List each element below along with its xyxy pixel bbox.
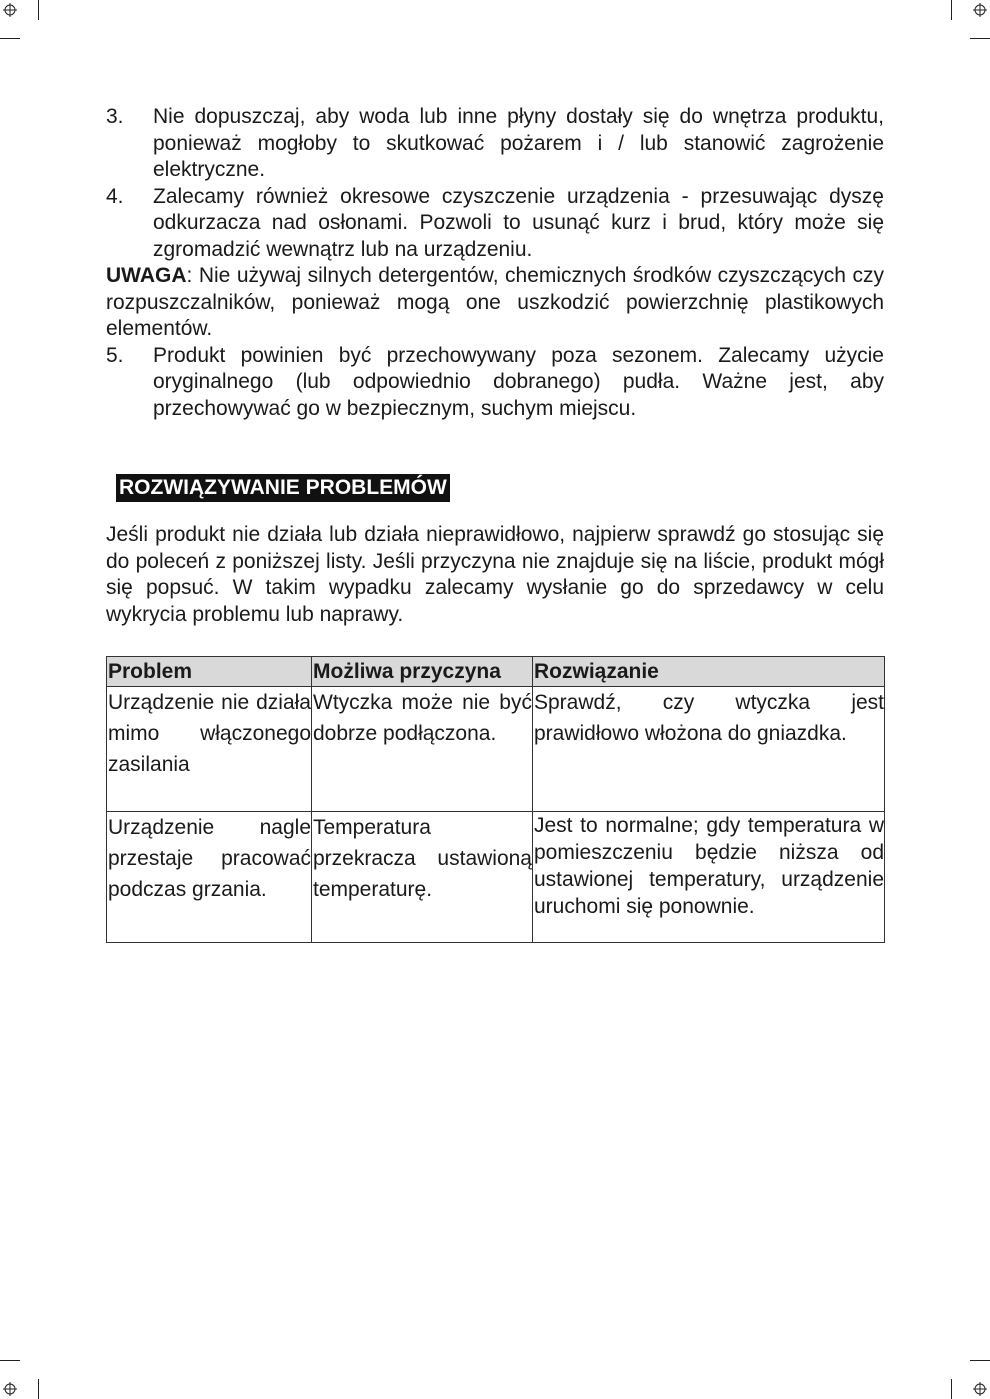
troubleshooting-table [106,656,885,943]
column-header-solution: Rozwiązanie [533,657,885,687]
warning-label: UWAGA [106,264,187,287]
column-header-problem: Problem [107,657,312,687]
crop-mark [951,1379,952,1399]
list-item-number: 3. [106,105,124,128]
table-header-row [107,657,885,687]
list-item-text: Zalecamy również okresowe czyszczenie urządzenia - przesuwając dyszę odkurzacza nad osłonami. Pozwoli to usunąć kurz i brud, który może się zgromadzić wewnątrz lub na urządzeniu. [153,184,884,261]
cell-cause: Temperatura przekracza ustawioną temperaturę. [312,812,533,943]
list-item [106,104,884,184]
list-item-text: Nie dopuszczaj, aby woda lub inne płyny dostały się do wnętrza produktu, ponieważ mogłoby to skutkować pożarem i / lub stanowić zagrożenie elektryczne. [153,105,884,181]
registration-mark-icon [3,1382,17,1396]
section-intro: Jeśli produkt nie działa lub działa nieprawidłowo, najpierw sprawdź go stosując się do poleceń z poniższej listy. Jeśli przyczyna nie znajduje się na liście, produkt mógł się popsuć. W takim wypadku zalecamy wysłanie go do sprzedawcy w celu wykrycia problemu lub naprawy. [106,523,884,626]
warning-note [106,263,884,343]
section-heading: ROZWIĄZYWANIE PROBLEMÓW [116,474,450,502]
page-content [106,104,884,943]
warning-text: : Nie używaj silnych detergentów, chemicznych środków czyszczących czy rozpuszczalników, ponieważ mogą one uszkodzić powierzchnię plastikowych elementów. [106,264,884,340]
crop-mark [970,1360,990,1361]
cell-problem: Urządzenie nagle przestaje pracować podczas grzania. [107,812,312,943]
column-header-cause: Możliwa przyczyna [312,657,533,687]
registration-mark-icon [3,3,17,17]
registration-mark-icon [973,1382,987,1396]
crop-mark [38,0,39,20]
crop-mark [0,38,20,39]
list-item-text: Produkt powinien być przechowywany poza sezonem. Zalecamy użycie oryginalnego (lub odpowiednio dobranego) pudła. Ważne jest, aby przechowywać go w bezpiecznym, suchym miejscu. [153,343,884,420]
registration-mark-icon [973,3,987,17]
crop-mark [951,0,952,20]
crop-mark [970,38,990,39]
cell-cause: Wtyczka może nie być dobrze podłączona. [312,687,533,812]
crop-mark [0,1360,20,1361]
cell-solution: Sprawdź, czy wtyczka jest prawidłowo włożona do gniazdka. [533,687,885,812]
crop-mark [38,1379,39,1399]
list-item [106,343,884,423]
table-row [107,687,885,812]
list-item-number: 5. [106,343,124,367]
table-row [107,812,885,943]
cell-solution: Jest to normalne; gdy temperatura w pomieszczeniu będzie niższa od ustawionej temperatury, urządzenie uruchomi się ponownie. [533,812,885,943]
cell-problem: Urządzenie nie działa mimo włączonego zasilania [107,687,312,812]
list-item-number: 4. [106,184,124,208]
list-item [106,184,884,264]
